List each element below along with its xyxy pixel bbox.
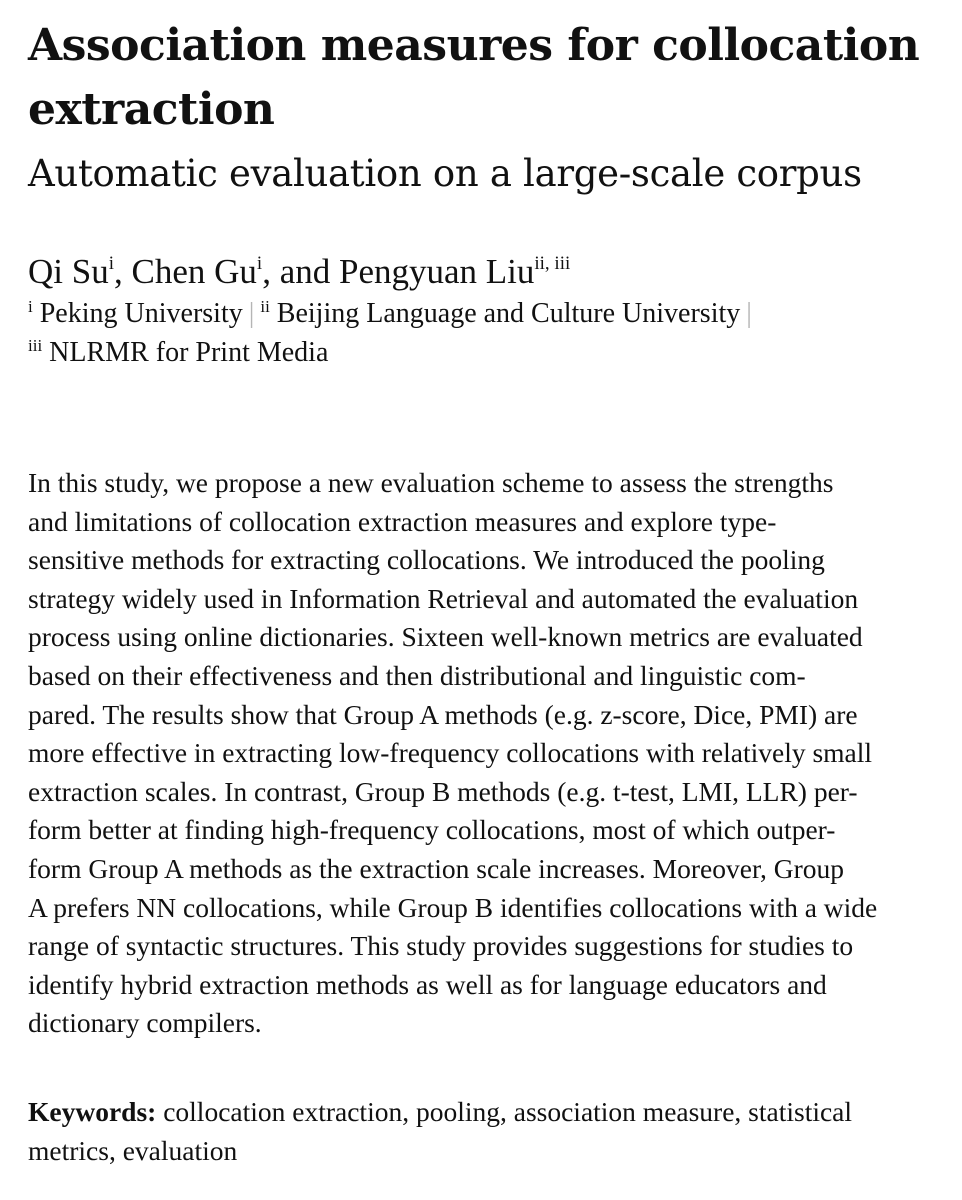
affiliation-marker: i xyxy=(28,297,33,316)
author-separator: , and xyxy=(262,252,339,291)
paper-title xyxy=(28,14,948,142)
abstract-line: and limitations of collocation extraction measures and explore type- xyxy=(28,505,777,537)
abstract-line: A prefers NN collocations, while Group B identifies collocations with a wide xyxy=(28,891,878,923)
abstract-line: form Group A methods as the extraction scale increases. Moreover, Group xyxy=(28,852,845,884)
author-affiliation-marker: ii, iii xyxy=(534,253,571,274)
abstract-line: sensitive methods for extracting collocations. We introduced the pooling xyxy=(28,544,825,576)
abstract-line: extraction scales. In contrast, Group B methods (e.g. t-test, LMI, LLR) per- xyxy=(28,775,858,807)
affiliation-marker: iii xyxy=(28,336,43,355)
abstract-line: more effective in extracting low-frequency collocations with relatively small xyxy=(28,737,873,769)
abstract-line: form better at finding high-frequency collocations, most of which outper- xyxy=(28,814,836,846)
keywords xyxy=(28,1093,948,1170)
title-line-1: Association measures for collocation xyxy=(28,20,920,71)
author-separator: , xyxy=(114,252,132,291)
author-name: Pengyuan Liu xyxy=(338,252,535,291)
affiliation-line xyxy=(28,294,948,333)
affiliation-name: Peking University xyxy=(39,298,243,329)
abstract-line: strategy widely used in Information Retrieval and automated the evaluation xyxy=(28,582,859,614)
abstract-line: identify hybrid extraction methods as well as for language educators and xyxy=(28,968,827,1000)
author-affiliation-marker: i xyxy=(108,253,114,274)
paper-page xyxy=(28,14,948,1170)
abstract-line: dictionary compilers. xyxy=(28,1007,262,1039)
affiliation-line xyxy=(28,333,948,372)
affiliation-name: Beijing Language and Culture University xyxy=(276,298,741,329)
abstract-line: pared. The results show that Group A methods (e.g. z-score, Dice, PMI) are xyxy=(28,698,858,730)
affiliation-list xyxy=(28,294,948,372)
keywords-label: Keywords: xyxy=(28,1095,157,1127)
keywords-text: collocation extraction, pooling, association measure, statistical xyxy=(156,1095,853,1127)
keywords-line xyxy=(28,1093,948,1132)
author-affiliation-marker: i xyxy=(256,253,263,274)
abstract-line: range of syntactic structures. This study provides suggestions for studies to xyxy=(28,930,854,962)
abstract xyxy=(28,464,948,1043)
author-name: Chen Gu xyxy=(131,252,257,291)
abstract-line: In this study, we propose a new evaluation scheme to assess the strengths xyxy=(28,467,834,498)
title-line-2: extraction xyxy=(28,84,275,135)
author-name: Qi Su xyxy=(28,252,109,291)
abstract-line: process using online dictionaries. Sixteen well-known metrics are evaluated xyxy=(28,621,863,653)
author-list xyxy=(28,250,948,294)
paper-subtitle: Automatic evaluation on a large-scale corpus xyxy=(28,152,862,195)
affiliation-name: NLRMR for Print Media xyxy=(49,337,329,368)
affiliation-divider: | xyxy=(248,298,255,329)
affiliation-divider: | xyxy=(746,298,752,329)
affiliation-marker: ii xyxy=(260,297,270,316)
abstract-line: based on their effectiveness and then distributional and linguistic com- xyxy=(28,659,806,691)
keywords-line: metrics, evaluation xyxy=(28,1134,238,1166)
